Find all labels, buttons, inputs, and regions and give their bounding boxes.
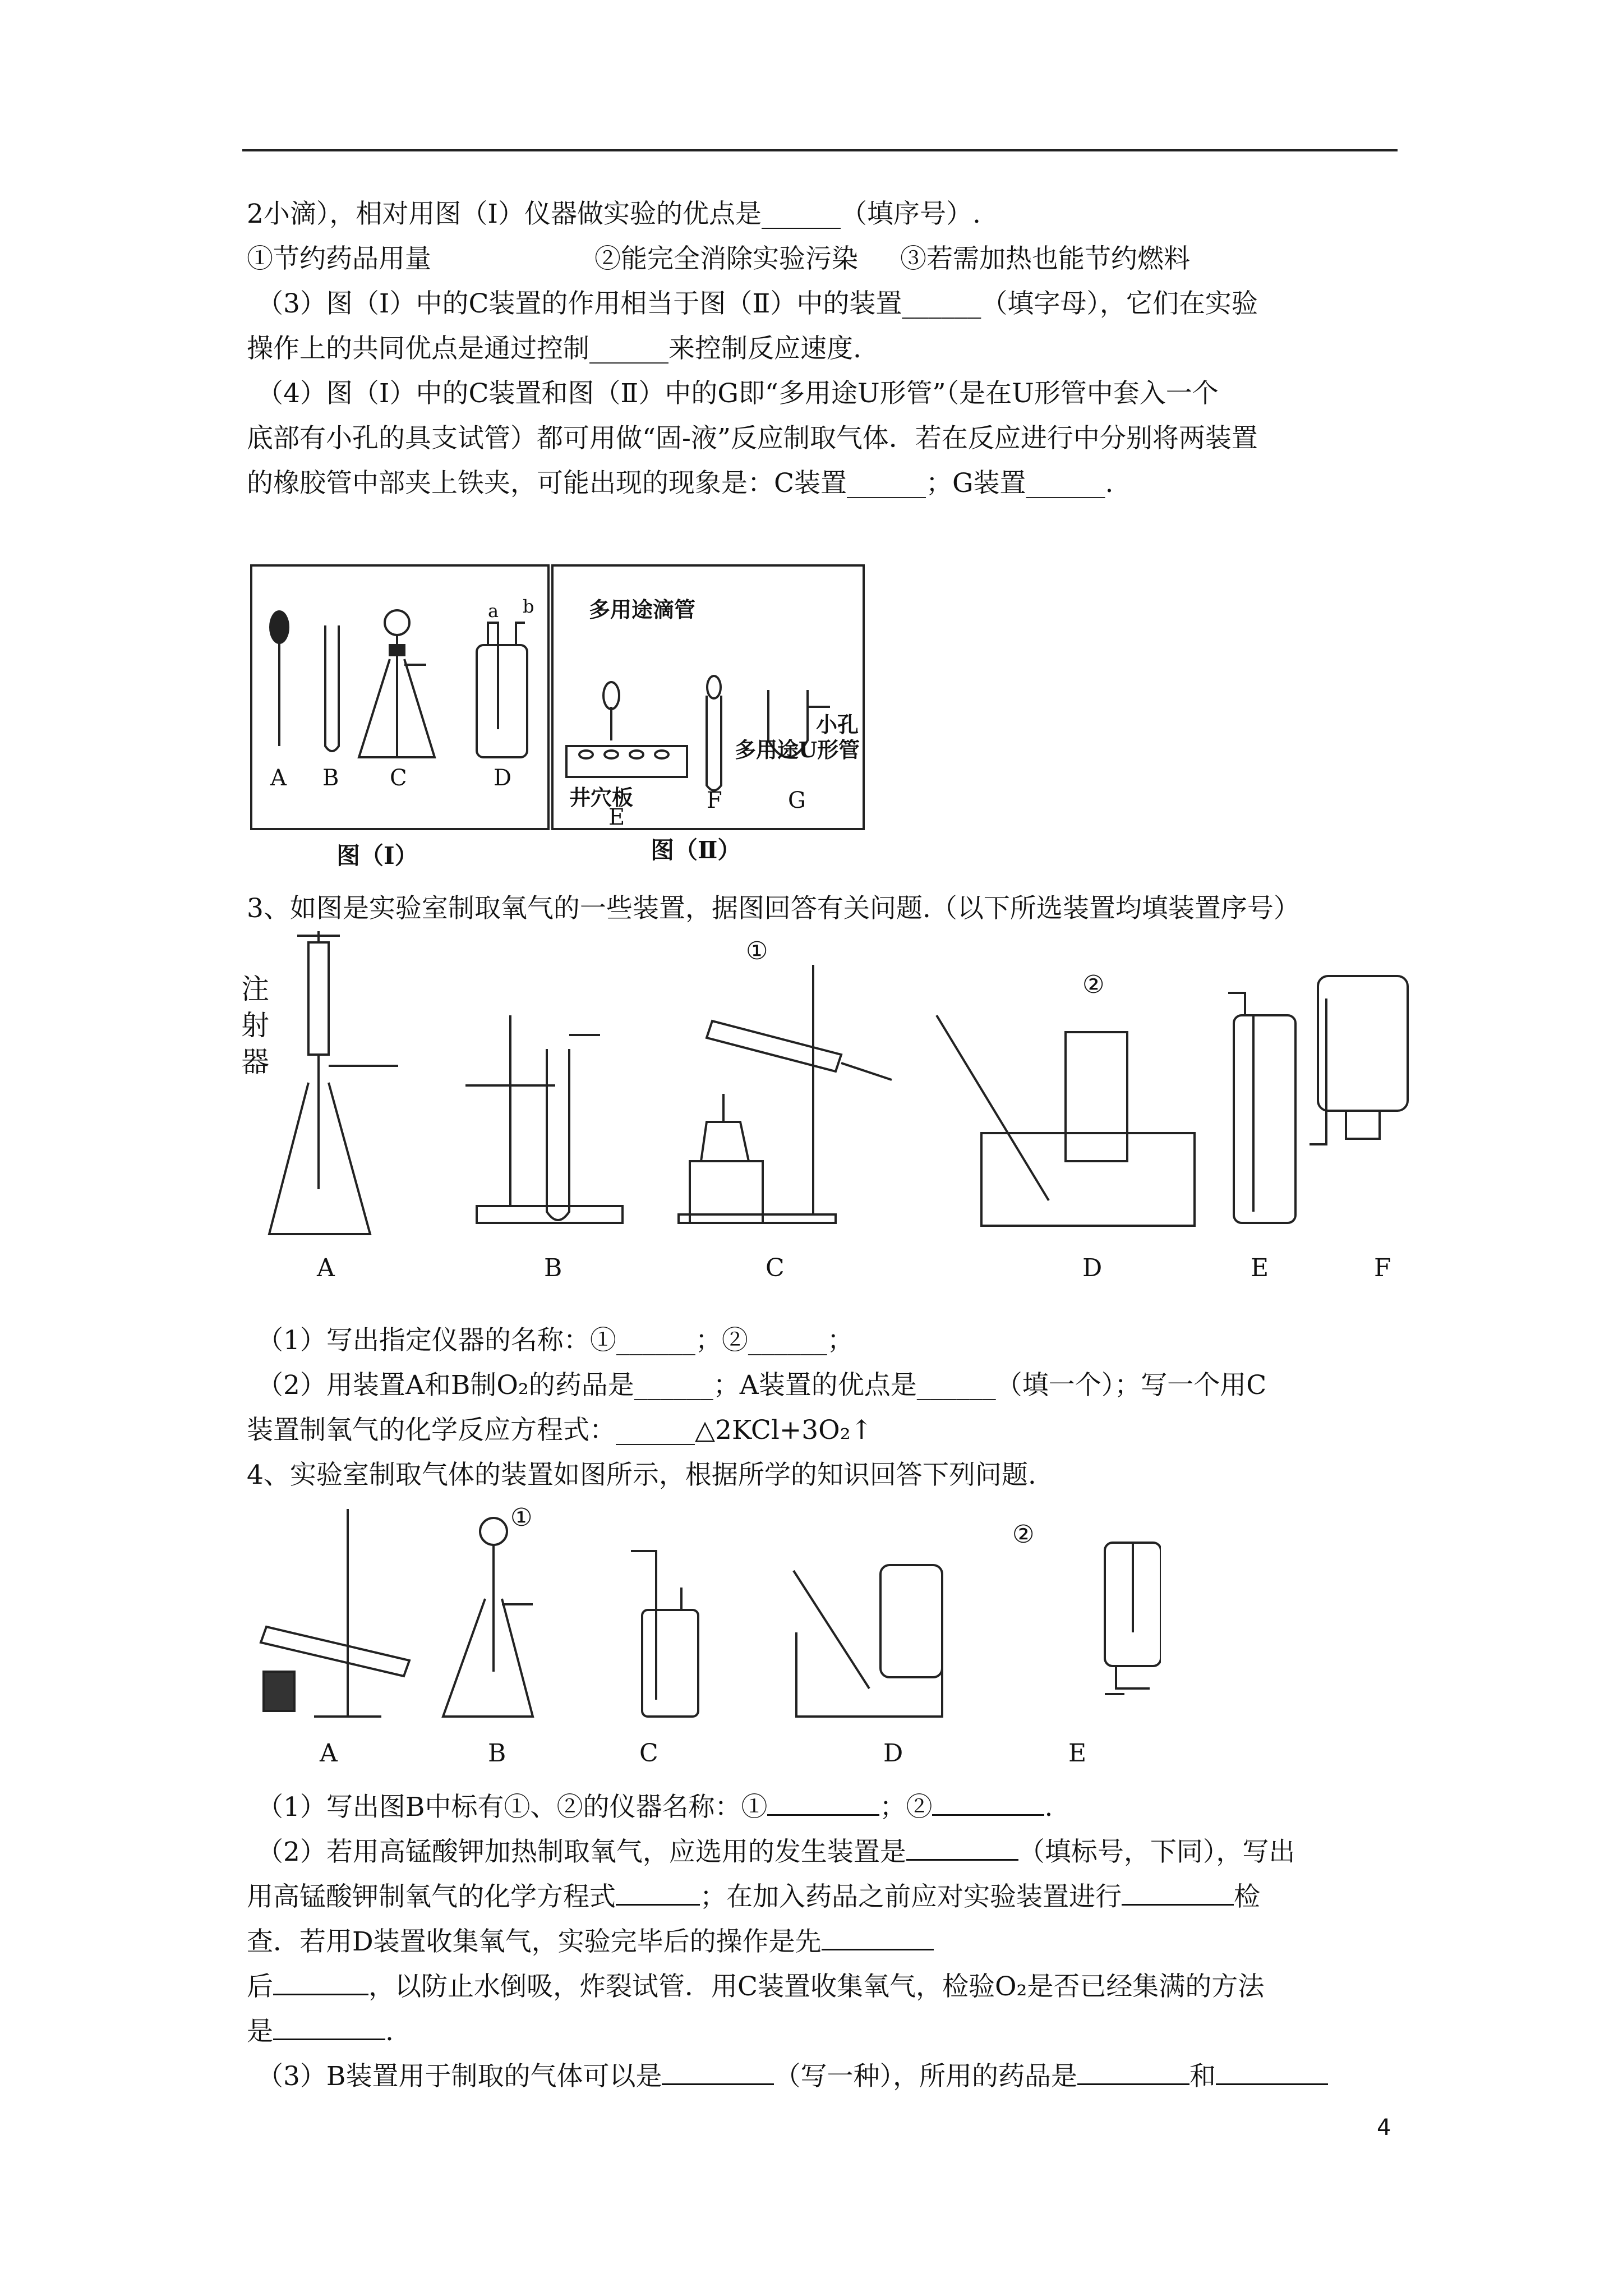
syringe-label-2: 射	[241, 1009, 269, 1042]
question-4-part-1: （1）写出图B中标有①、②的仪器名称：① ；② .	[257, 1789, 1053, 1824]
fig4-label-a: A	[320, 1739, 338, 1767]
fig2-label-g: G	[788, 788, 806, 813]
fig4-marker-2: ②	[1012, 1520, 1035, 1549]
fig4-label-c: C	[639, 1739, 658, 1767]
fig2-utube-label: 多用途U形管	[735, 737, 860, 762]
question-4-part-3: （3）B装置用于制取的气体可以是 （写一种），所用的药品是 和	[257, 2059, 1328, 2093]
fig1-label-c: C	[390, 765, 407, 791]
fig2-caption: 图（Ⅱ）	[651, 836, 741, 864]
fig4-label-e: E	[1068, 1739, 1087, 1767]
figure-3	[241, 931, 1441, 1290]
question-4-part-2-cont-4: 是 .	[247, 2014, 394, 2049]
fig3-label-f: F	[1374, 1254, 1391, 1282]
fig4-marker-1: ①	[510, 1503, 533, 1532]
answer-blank[interactable]	[662, 2059, 774, 2085]
fig3-marker-1: ①	[746, 937, 768, 965]
syringe-label-3: 器	[241, 1046, 269, 1078]
figure-4	[241, 1498, 1161, 1767]
text-line-5: （4）图（Ⅰ）中的C装置和图（Ⅱ）中的G即“多用途U形管”（是在U形管中套入一个	[257, 378, 1219, 409]
answer-blank[interactable]	[273, 2014, 385, 2040]
fig4-label-b: B	[488, 1739, 506, 1767]
syringe-label-1: 注	[241, 973, 269, 1005]
figure-1-2	[247, 561, 880, 875]
text-line-1: 2小滴），相对用图（Ⅰ）仪器做实验的优点是______（填序号）.	[247, 199, 981, 229]
answer-blank[interactable]	[1077, 2059, 1189, 2085]
fig1-label-a: A	[270, 765, 287, 791]
answer-blank[interactable]	[767, 1789, 879, 1816]
option-1: ①节约药品用量	[247, 243, 431, 274]
fig3-label-a: A	[317, 1254, 335, 1282]
fig1-caption: 图（Ⅰ）	[336, 842, 418, 869]
question-3-part-1: （1）写出指定仪器的名称：①______；②______；	[257, 1325, 854, 1356]
fig2-label-e: E	[608, 804, 625, 830]
answer-blank[interactable]	[906, 1834, 1018, 1861]
answer-blank[interactable]	[1216, 2059, 1328, 2085]
question-4-title: 4、实验室制取气体的装置如图所示，根据所学的知识回答下列问题.	[247, 1460, 1036, 1490]
page-number: 4	[1377, 2115, 1391, 2141]
answer-blank[interactable]	[616, 1879, 700, 1906]
question-3-title: 3、如图是实验室制取氧气的一些装置，据图回答有关问题.（以下所选装置均填装置序号）	[247, 893, 1300, 924]
fig2-dropper-label: 多用途滴管	[589, 597, 696, 622]
answer-blank[interactable]	[822, 1924, 934, 1950]
question-4-part-2-cont: 用高锰酸钾制氧气的化学方程式 ；在加入药品之前应对实验装置进行 检	[247, 1879, 1260, 1914]
fig3-marker-2: ②	[1082, 970, 1105, 999]
fig2-hole-label: 小孔	[816, 712, 859, 737]
fig1-label-b: B	[322, 765, 339, 791]
question-3-part-2-cont: 装置制氧气的化学反应方程式：______△2KCl+3O₂↑	[247, 1415, 873, 1446]
fig3-label-e: E	[1251, 1254, 1269, 1282]
fig1-tube-b: b	[523, 596, 534, 617]
fig3-label-c: C	[766, 1254, 785, 1282]
answer-blank[interactable]	[932, 1789, 1044, 1816]
option-2: ②能完全消除实验污染	[594, 243, 858, 274]
fig4-label-d: D	[883, 1739, 903, 1767]
header-rule	[242, 149, 1398, 151]
fig1-tube-a: a	[488, 600, 499, 622]
answer-blank[interactable]	[273, 1969, 368, 1995]
question-4-part-2: （2）若用高锰酸钾加热制取氧气，应选用的发生装置是 （填标号，下同），写出	[257, 1834, 1295, 1869]
fig1-label-d: D	[494, 765, 512, 791]
text-line-7: 的橡胶管中部夹上铁夹，可能出现的现象是：C装置______；G装置______.	[247, 468, 1114, 499]
fig2-plate-label: 井穴板	[569, 785, 634, 810]
question-4-part-2-cont-2: 查．若用D装置收集氧气，实验完毕后的操作是先	[247, 1924, 934, 1959]
text-line-6: 底部有小孔的具支试管）都可用做“固-液”反应制取气体．若在反应进行中分别将两装置	[247, 423, 1258, 454]
question-4-part-2-cont-3: 后 ，以防止水倒吸，炸裂试管．用C装置收集氧气，检验O₂是否已经集满的方法	[247, 1969, 1264, 2004]
option-3: ③若需加热也能节约燃料	[900, 243, 1190, 274]
fig2-label-f: F	[707, 788, 722, 813]
fig3-label-d: D	[1082, 1254, 1103, 1282]
answer-blank[interactable]	[1122, 1879, 1234, 1906]
text-line-4: 操作上的共同优点是通过控制______来控制反应速度.	[247, 333, 861, 364]
text-line-3: （3）图（Ⅰ）中的C装置的作用相当于图（Ⅱ）中的装置______（填字母），它们在实验	[257, 288, 1258, 319]
fig3-label-b: B	[544, 1254, 562, 1282]
question-3-part-2: （2）用装置A和B制O₂的药品是______；A装置的优点是______（填一个）；写一个用C	[257, 1370, 1267, 1401]
